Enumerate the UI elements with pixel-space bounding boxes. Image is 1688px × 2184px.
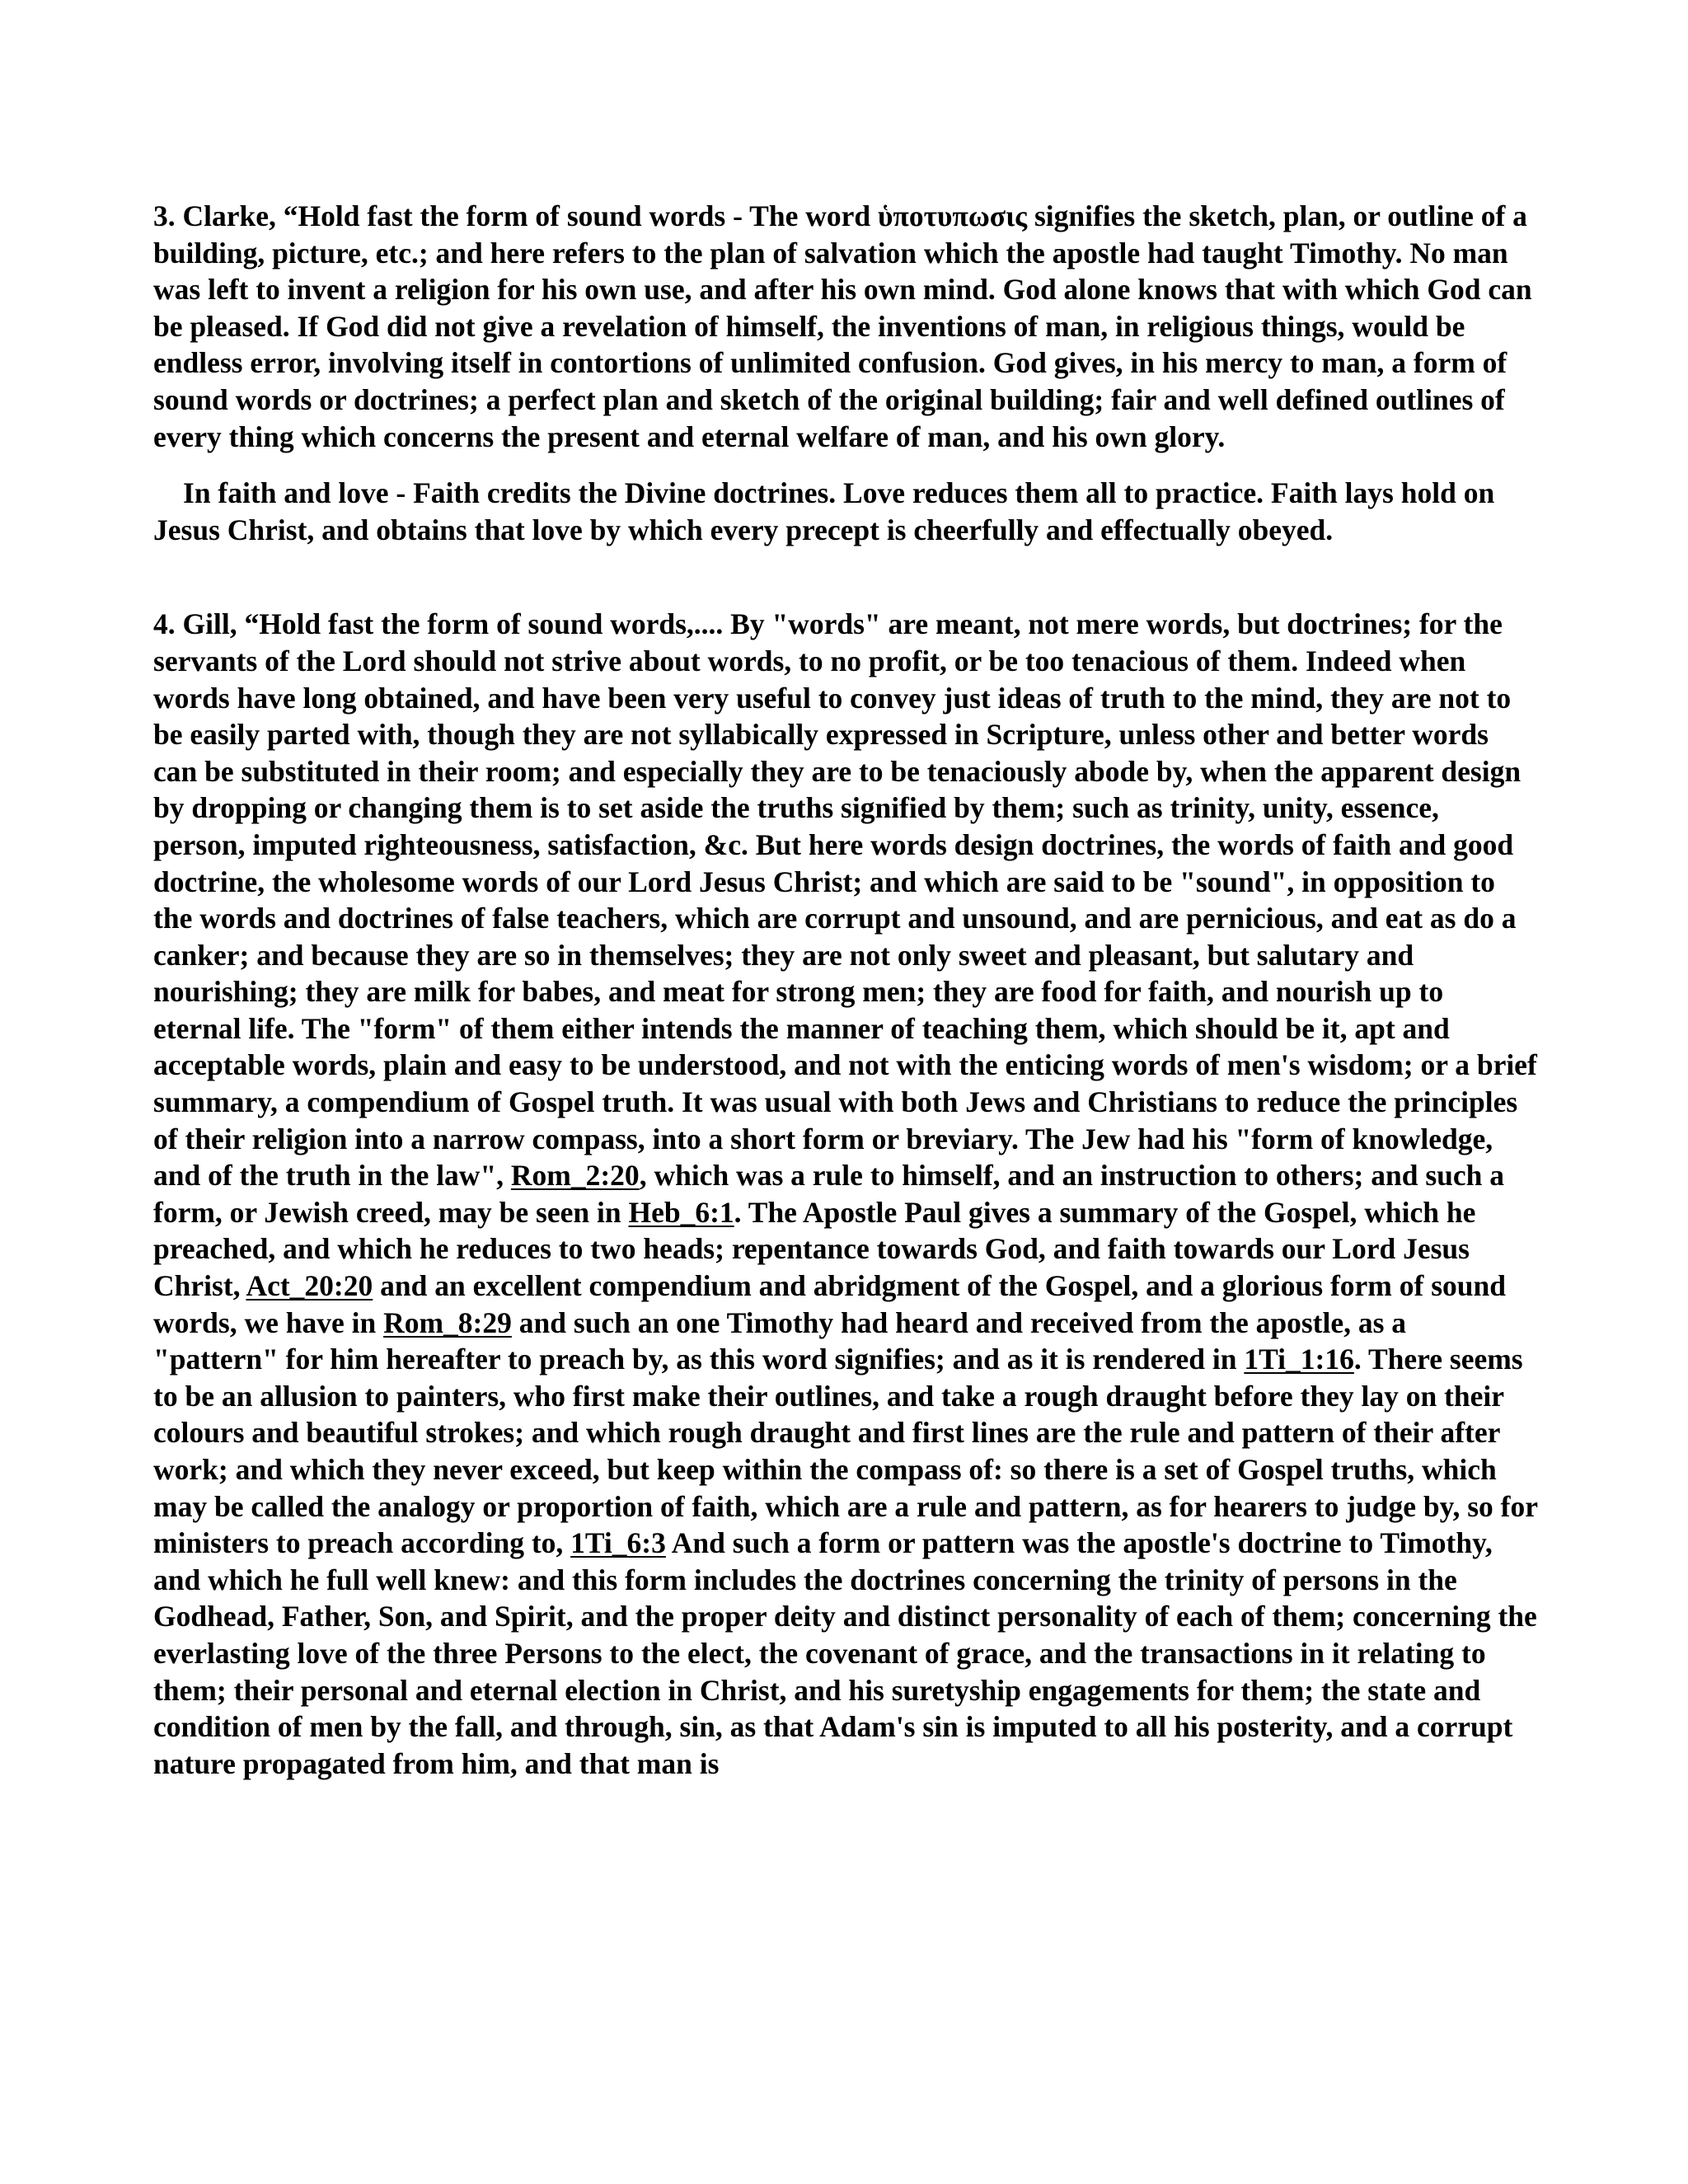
gill-text-7: And such a form or pattern was the apostle's doctrine to Timothy, and which he full well knew: and this form includes the doctrines concerning the trinity of persons in the Godhead, Father, Son, and Spirit, and the proper deity and distinct personality of each of them; concerning the everlasting love of the three Persons to the elect, the covenant of grace, and the transactions in it relating to them; their personal and eternal election in Christ, and his suretyship engagements for them; the state and condition of men by the fall, and through, sin, as that Adam's sin is imputed to all his posterity, and a corrupt nature propagated from him, and that man is	[153, 1526, 1537, 1780]
document-page	[153, 198, 1538, 1782]
gill-text-3: . The Apostle Paul gives a summary of the Gospel, which he preached, and which he reduces to two heads; repentance towards God, and faith towards our Lord Jesus Christ,	[153, 1195, 1476, 1303]
scripture-link-rom-8-29[interactable]: Rom_8:29	[383, 1305, 512, 1339]
clarke-faith-love-paragraph: In faith and love - Faith credits the Divine doctrines. Love reduces them all to practice. Faith lays hold on Jesus Christ, and obtains that love by which every precept is cheerfully and effectually obeyed.	[153, 476, 1495, 546]
gill-paragraph	[153, 606, 1538, 1782]
gill-text-1: 4. Gill, “Hold fast the form of sound words,.... By "words" are meant, not mere words, but doctrines; for the servants of the Lord should not strive about words, to no profit, or be too tenacious of them. Indeed when words have long obtained, and have been very useful to convey just ideas of truth to the mind, they are not to be easily parted with, though they are not syllabically expressed in Scripture, unless other and better words can be substituted in their room; and especially they are to be tenaciously abode by, when the apparent design by dropping or changing them is to set aside the truths signified by them; such as trinity, unity, essence, person, imputed righteousness, satisfaction, &c. But here words design doctrines, the words of faith and good doctrine, the wholesome words of our Lord Jesus Christ; and which are said to be "sound", in opposition to the words and doctrines of false teachers, which are corrupt and unsound, and are pernicious, and eat as do a canker; and because they are so in themselves; they are not only sweet and pleasant, but salutary and nourishing; they are milk for babes, and meat for strong men; they are food for faith, and nourish up to eternal life. The "form" of them either intends the manner of teaching them, which should be it, apt and acceptable words, plain and easy to be understood, and not with the enticing words of men's wisdom; or a brief summary, a compendium of Gospel truth. It was usual with both Jews and Christians to reduce the principles of their religion into a narrow compass, into a short form or breviary. The Jew had his "form of knowledge, and of the truth in the law",	[153, 607, 1537, 1193]
gill-text-2: , which was a rule to himself, and an instruction to others; and such a form, or Jewish creed, may be seen in	[153, 1159, 1505, 1229]
scripture-link-act-20-20[interactable]: Act_20:20	[246, 1269, 373, 1303]
scripture-link-heb-6-1[interactable]: Heb_6:1	[628, 1195, 734, 1229]
gill-text-4: and an excellent compendium and abridgment of the Gospel, and a glorious form of sound words, we have in	[153, 1269, 1506, 1339]
gill-text-6: . There seems to be an allusion to painters, who first make their outlines, and take a rough draught before they lay on their colours and beautiful strokes; and which rough draught and first lines are the rule and pattern of their after work; and which they never exceed, but keep within the compass of: so there is a set of Gospel truths, which may be called the analogy or proportion of faith, which are a rule and pattern, as for hearers to judge by, so for ministers to preach according to,	[153, 1343, 1538, 1560]
gill-text-5: and such an one Timothy had heard and received from the apostle, as a "pattern" for him hereafter to preach by, as this word signifies; and as it is rendered in	[153, 1305, 1407, 1376]
scripture-link-rom-2-20[interactable]: Rom_2:20	[510, 1159, 640, 1193]
clarke-paragraph: 3. Clarke, “Hold fast the form of sound words - The word ὑποτυπωσις signifies the sketch, plan, or outline of a building, picture, etc.; and here refers to the plan of salvation which the apostle had taught Timothy. No man was left to invent a religion for his own use, and after his own mind. God alone knows that with which God can be pleased. If God did not give a revelation of himself, the inventions of man, in religious things, would be endless error, involving itself in contortions of unlimited confusion. God gives, in his mercy to man, a form of sound words or doctrines; a perfect plan and sketch of the original building; fair and well defined outlines of every thing which concerns the present and eternal welfare of man, and his own glory.	[153, 199, 1532, 453]
scripture-link-1ti-1-16[interactable]: 1Ti_1:16	[1244, 1343, 1354, 1376]
scripture-link-1ti-6-3[interactable]: 1Ti_6:3	[570, 1526, 666, 1560]
